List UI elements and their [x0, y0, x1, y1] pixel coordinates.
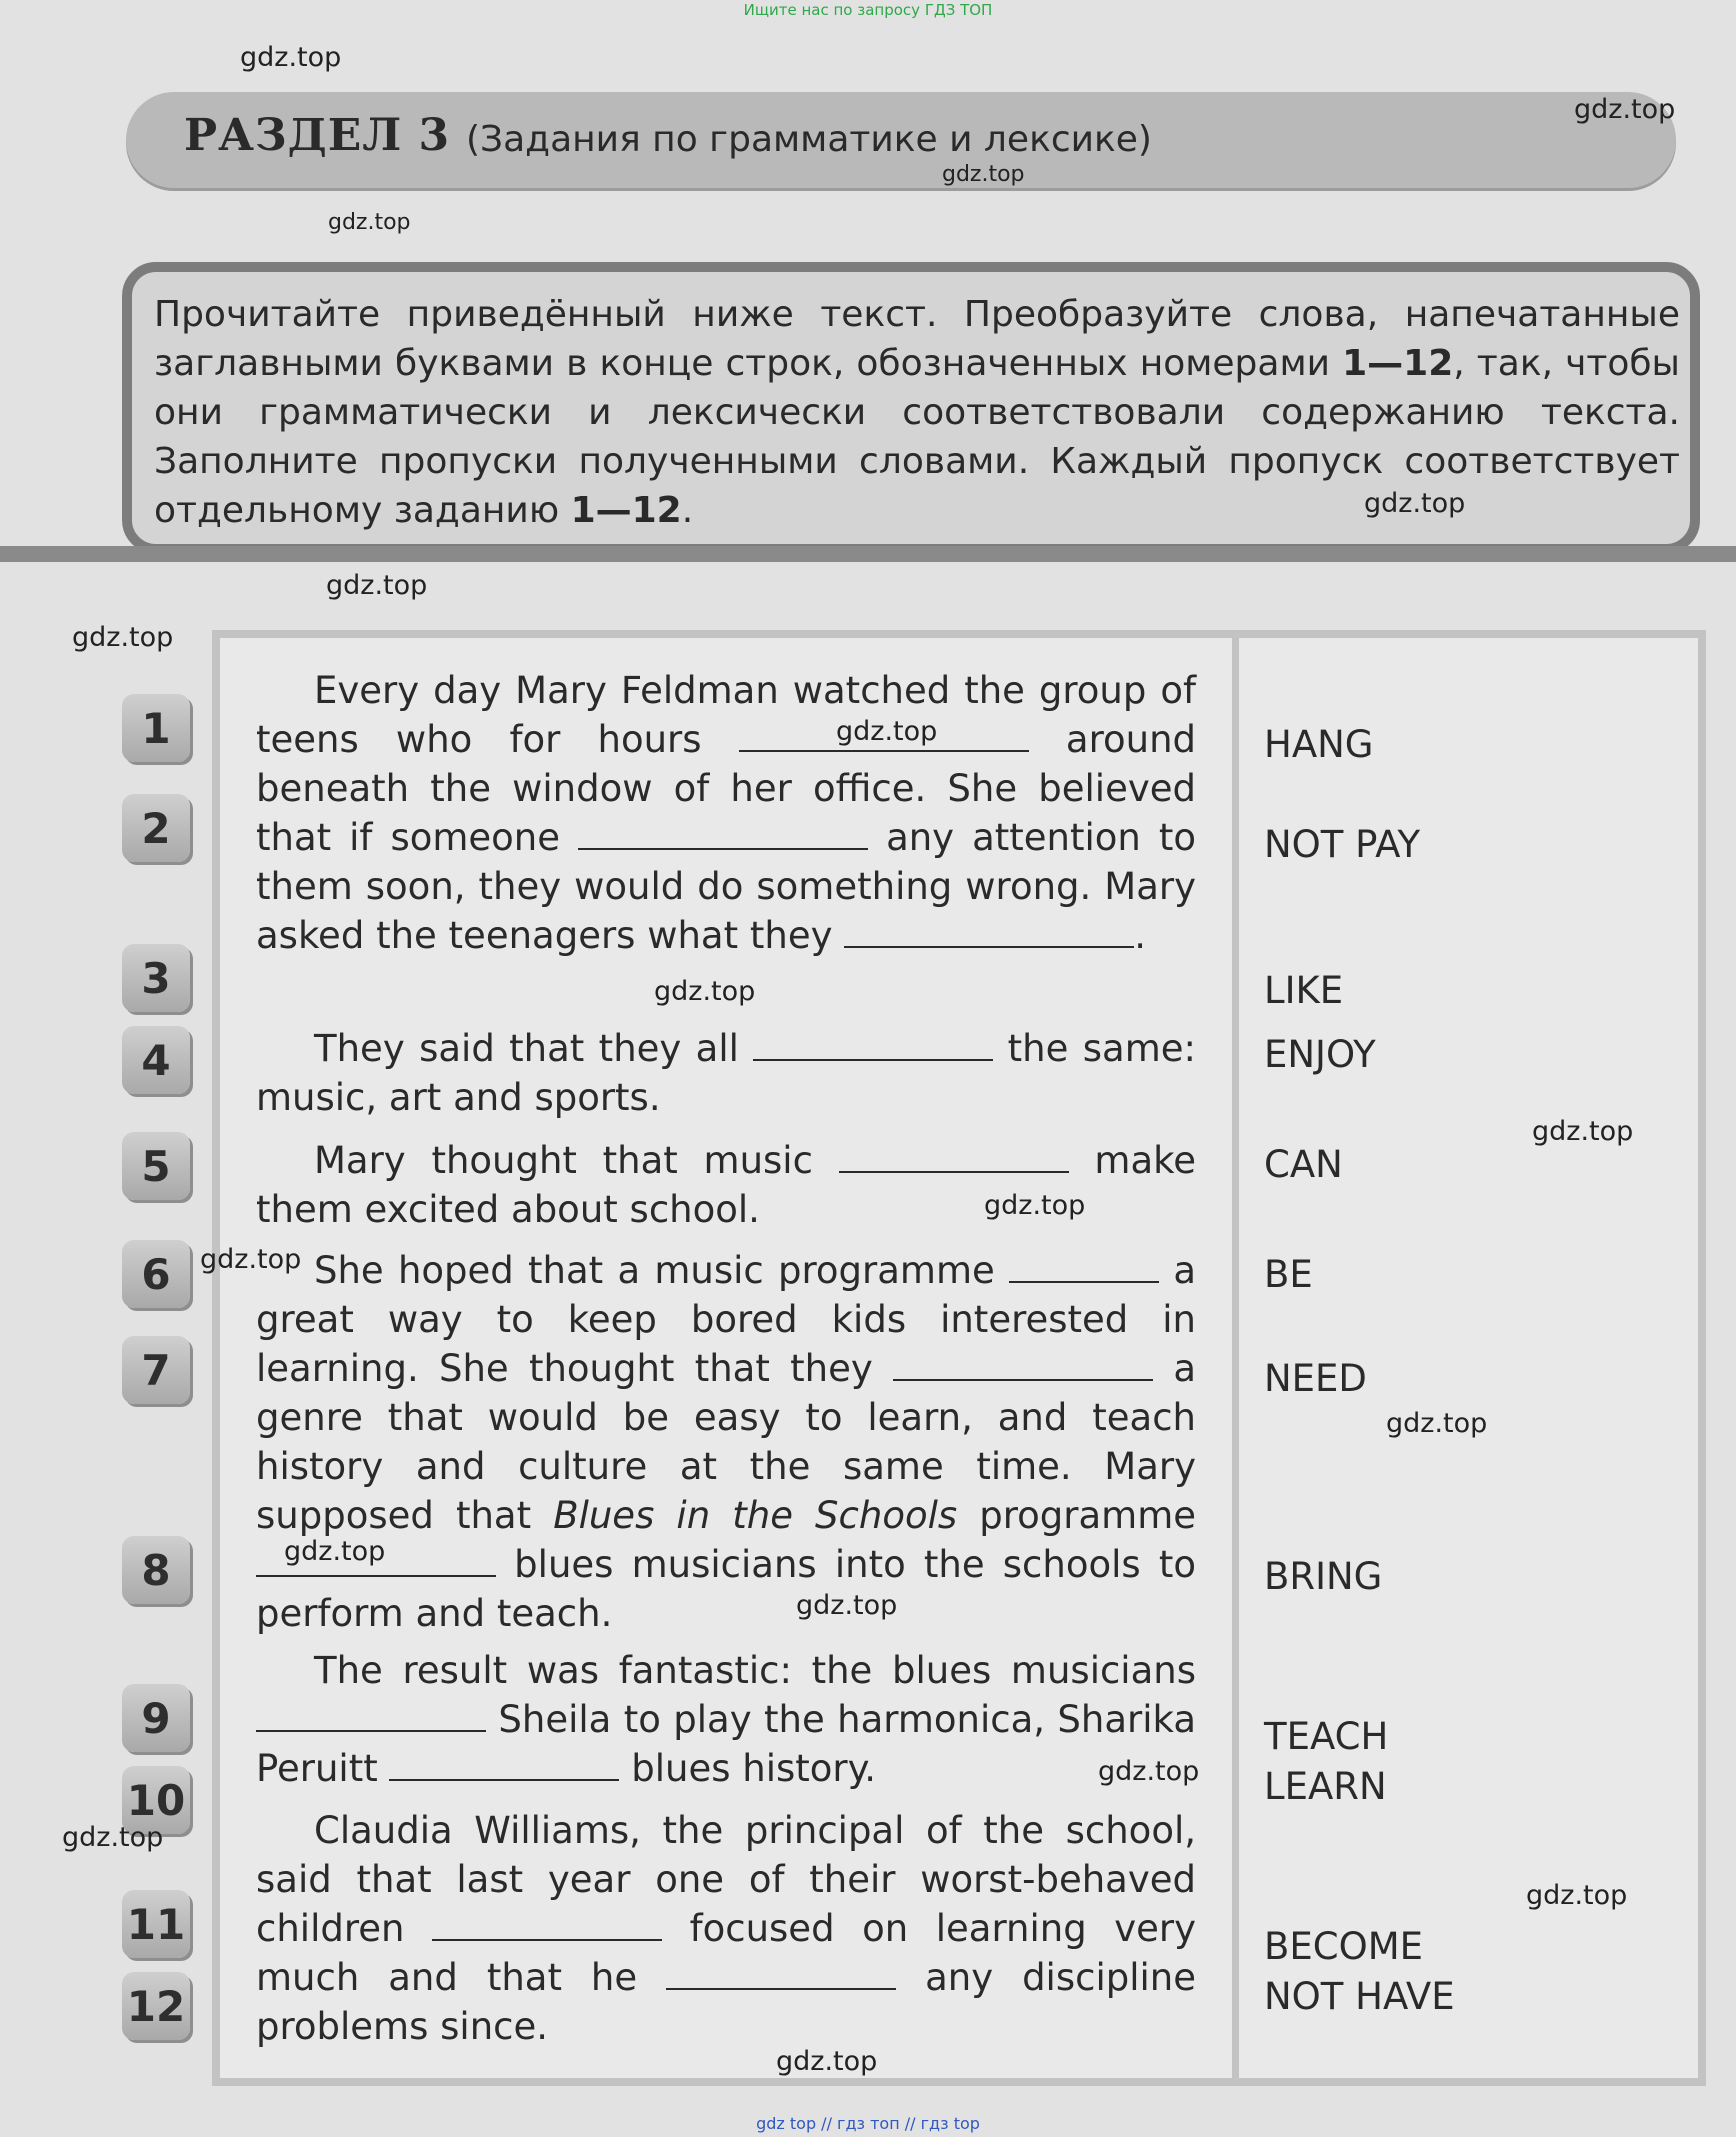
- keyword-10: LEARN: [1264, 1765, 1387, 1808]
- watermark: gdz.top: [836, 716, 938, 747]
- keyword-7: NEED: [1264, 1357, 1367, 1400]
- text-segment: .: [1134, 914, 1147, 957]
- text-paragraph-4: [256, 1246, 1196, 1638]
- task-number-3: 3: [122, 944, 190, 1012]
- instruction-part: , так, чтобы они грамматически и лексически соответствовали содержанию текста. Заполните пропуски полученными словами. Каждый пропуск соответствует отдельному заданию: [154, 343, 1680, 531]
- bottom-banner: gdz top // гдз топ // гдз top: [756, 2114, 980, 2133]
- task-number-8: 8: [122, 1536, 190, 1604]
- keyword-6: BE: [1264, 1253, 1313, 1296]
- divider-bar: [0, 546, 1736, 562]
- text-segment: a genre that would be easy to learn, and teach history and culture at the same time. Mary supposed that: [256, 1347, 1196, 1537]
- top-banner: Ищите нас по запросу ГДЗ ТОП: [743, 1, 993, 19]
- column-divider: [1232, 638, 1239, 2078]
- watermark: gdz.top: [1574, 94, 1676, 125]
- answer-blank-10[interactable]: [389, 1749, 619, 1781]
- watermark: gdz.top: [328, 210, 411, 235]
- keyword-4: ENJOY: [1264, 1033, 1376, 1076]
- task-number-1: 1: [122, 694, 190, 762]
- section-title: РАЗДЕЛ 3: [184, 110, 451, 161]
- watermark: gdz.top: [1386, 1408, 1488, 1439]
- answer-blank-3[interactable]: [844, 916, 1134, 948]
- watermark: gdz.top: [984, 1190, 1086, 1221]
- programme-title: Blues in the Schools: [553, 1494, 958, 1537]
- text-segment: any discipline problems since.: [256, 1956, 1196, 2048]
- keyword-12: NOT HAVE: [1264, 1975, 1455, 2018]
- task-number-12: 12: [122, 1972, 190, 2040]
- text-segment: a great way to keep bored kids interested in learning. She thought that they: [256, 1249, 1196, 1390]
- answer-blank-12[interactable]: [666, 1958, 896, 1990]
- task-number-4: 4: [122, 1026, 190, 1094]
- answer-blank-9[interactable]: [256, 1700, 486, 1732]
- task-number-7: 7: [122, 1336, 190, 1404]
- watermark: gdz.top: [326, 570, 428, 601]
- instruction-range: 1—12: [1342, 343, 1454, 384]
- answer-blank-5[interactable]: [839, 1141, 1069, 1173]
- answer-blank-4[interactable]: [753, 1029, 993, 1061]
- task-number-6: 6: [122, 1240, 190, 1308]
- text-segment: blues musicians into the schools to perform and teach.: [256, 1543, 1196, 1635]
- watermark: gdz.top: [200, 1244, 302, 1275]
- watermark: gdz.top: [62, 1822, 164, 1853]
- keyword-5: CAN: [1264, 1143, 1343, 1186]
- instruction-range: 1—12: [570, 490, 682, 531]
- keyword-1: HANG: [1264, 723, 1374, 766]
- text-paragraph-1: [256, 666, 1196, 960]
- section-subtitle: (Задания по грамматике и лексике): [466, 119, 1152, 160]
- answer-blank-2[interactable]: [578, 818, 868, 850]
- answer-blank-6[interactable]: [1009, 1251, 1159, 1283]
- text-paragraph-6: [256, 1806, 1196, 2051]
- text-segment: any attention to them soon, they would do something wrong. Mary asked the teenagers what they: [256, 816, 1197, 957]
- task-number-9: 9: [122, 1684, 190, 1752]
- keyword-2: NOT PAY: [1264, 823, 1421, 866]
- text-segment: programme: [979, 1494, 1197, 1537]
- task-number-10: 10: [122, 1766, 190, 1834]
- text-segment: around beneath the window of her office. She believed that if someone: [256, 718, 1197, 859]
- watermark: gdz.top: [942, 162, 1025, 187]
- watermark: gdz.top: [1098, 1756, 1200, 1787]
- watermark: gdz.top: [240, 42, 342, 73]
- text-segment: Mary thought that music: [314, 1139, 813, 1182]
- text-paragraph-5: [256, 1646, 1196, 1793]
- instruction-part: Прочитайте приведённый ниже текст. Преобразуйте слова, напечатанные заглавными буквами в конце строк, обозначенных номерами: [154, 294, 1680, 384]
- section-header: [126, 92, 1676, 188]
- watermark: gdz.top: [796, 1590, 898, 1621]
- text-paragraph-2: [256, 1024, 1196, 1122]
- watermark: gdz.top: [1532, 1116, 1634, 1147]
- task-number-11: 11: [122, 1890, 190, 1958]
- text-segment: the same: music, art and sports.: [256, 1027, 1196, 1119]
- answer-blank-11[interactable]: [432, 1909, 662, 1941]
- instruction-part: .: [681, 490, 694, 531]
- keyword-3: LIKE: [1264, 969, 1344, 1012]
- text-segment: She hoped that a music programme: [314, 1249, 995, 1292]
- text-segment: The result was fantastic: the blues musicians: [314, 1649, 1196, 1692]
- keyword-11: BECOME: [1264, 1925, 1424, 1968]
- watermark: gdz.top: [1526, 1880, 1628, 1911]
- text-segment: Sheila to play the harmonica, Sharika Peruitt: [256, 1698, 1196, 1790]
- text-segment: make them excited about school.: [256, 1139, 1196, 1231]
- text-segment: blues history.: [631, 1747, 877, 1790]
- watermark: gdz.top: [1364, 488, 1466, 519]
- watermark: gdz.top: [654, 976, 756, 1007]
- answer-blank-7[interactable]: [893, 1349, 1153, 1381]
- text-segment: focused on learning very much and that he: [256, 1907, 1197, 1999]
- task-number-2: 2: [122, 794, 190, 862]
- text-segment: Claudia Williams, the principal of the school, said that last year one of their worst-behaved children: [256, 1809, 1196, 1950]
- task-number-5: 5: [122, 1132, 190, 1200]
- keyword-9: TEACH: [1264, 1715, 1389, 1758]
- text-segment: Every day Mary Feldman watched the group of teens who for hours: [256, 669, 1196, 761]
- text-segment: They said that they all: [314, 1027, 739, 1070]
- watermark: gdz.top: [776, 2046, 878, 2077]
- keyword-8: BRING: [1264, 1555, 1383, 1598]
- watermark: gdz.top: [284, 1536, 386, 1567]
- watermark: gdz.top: [72, 622, 174, 653]
